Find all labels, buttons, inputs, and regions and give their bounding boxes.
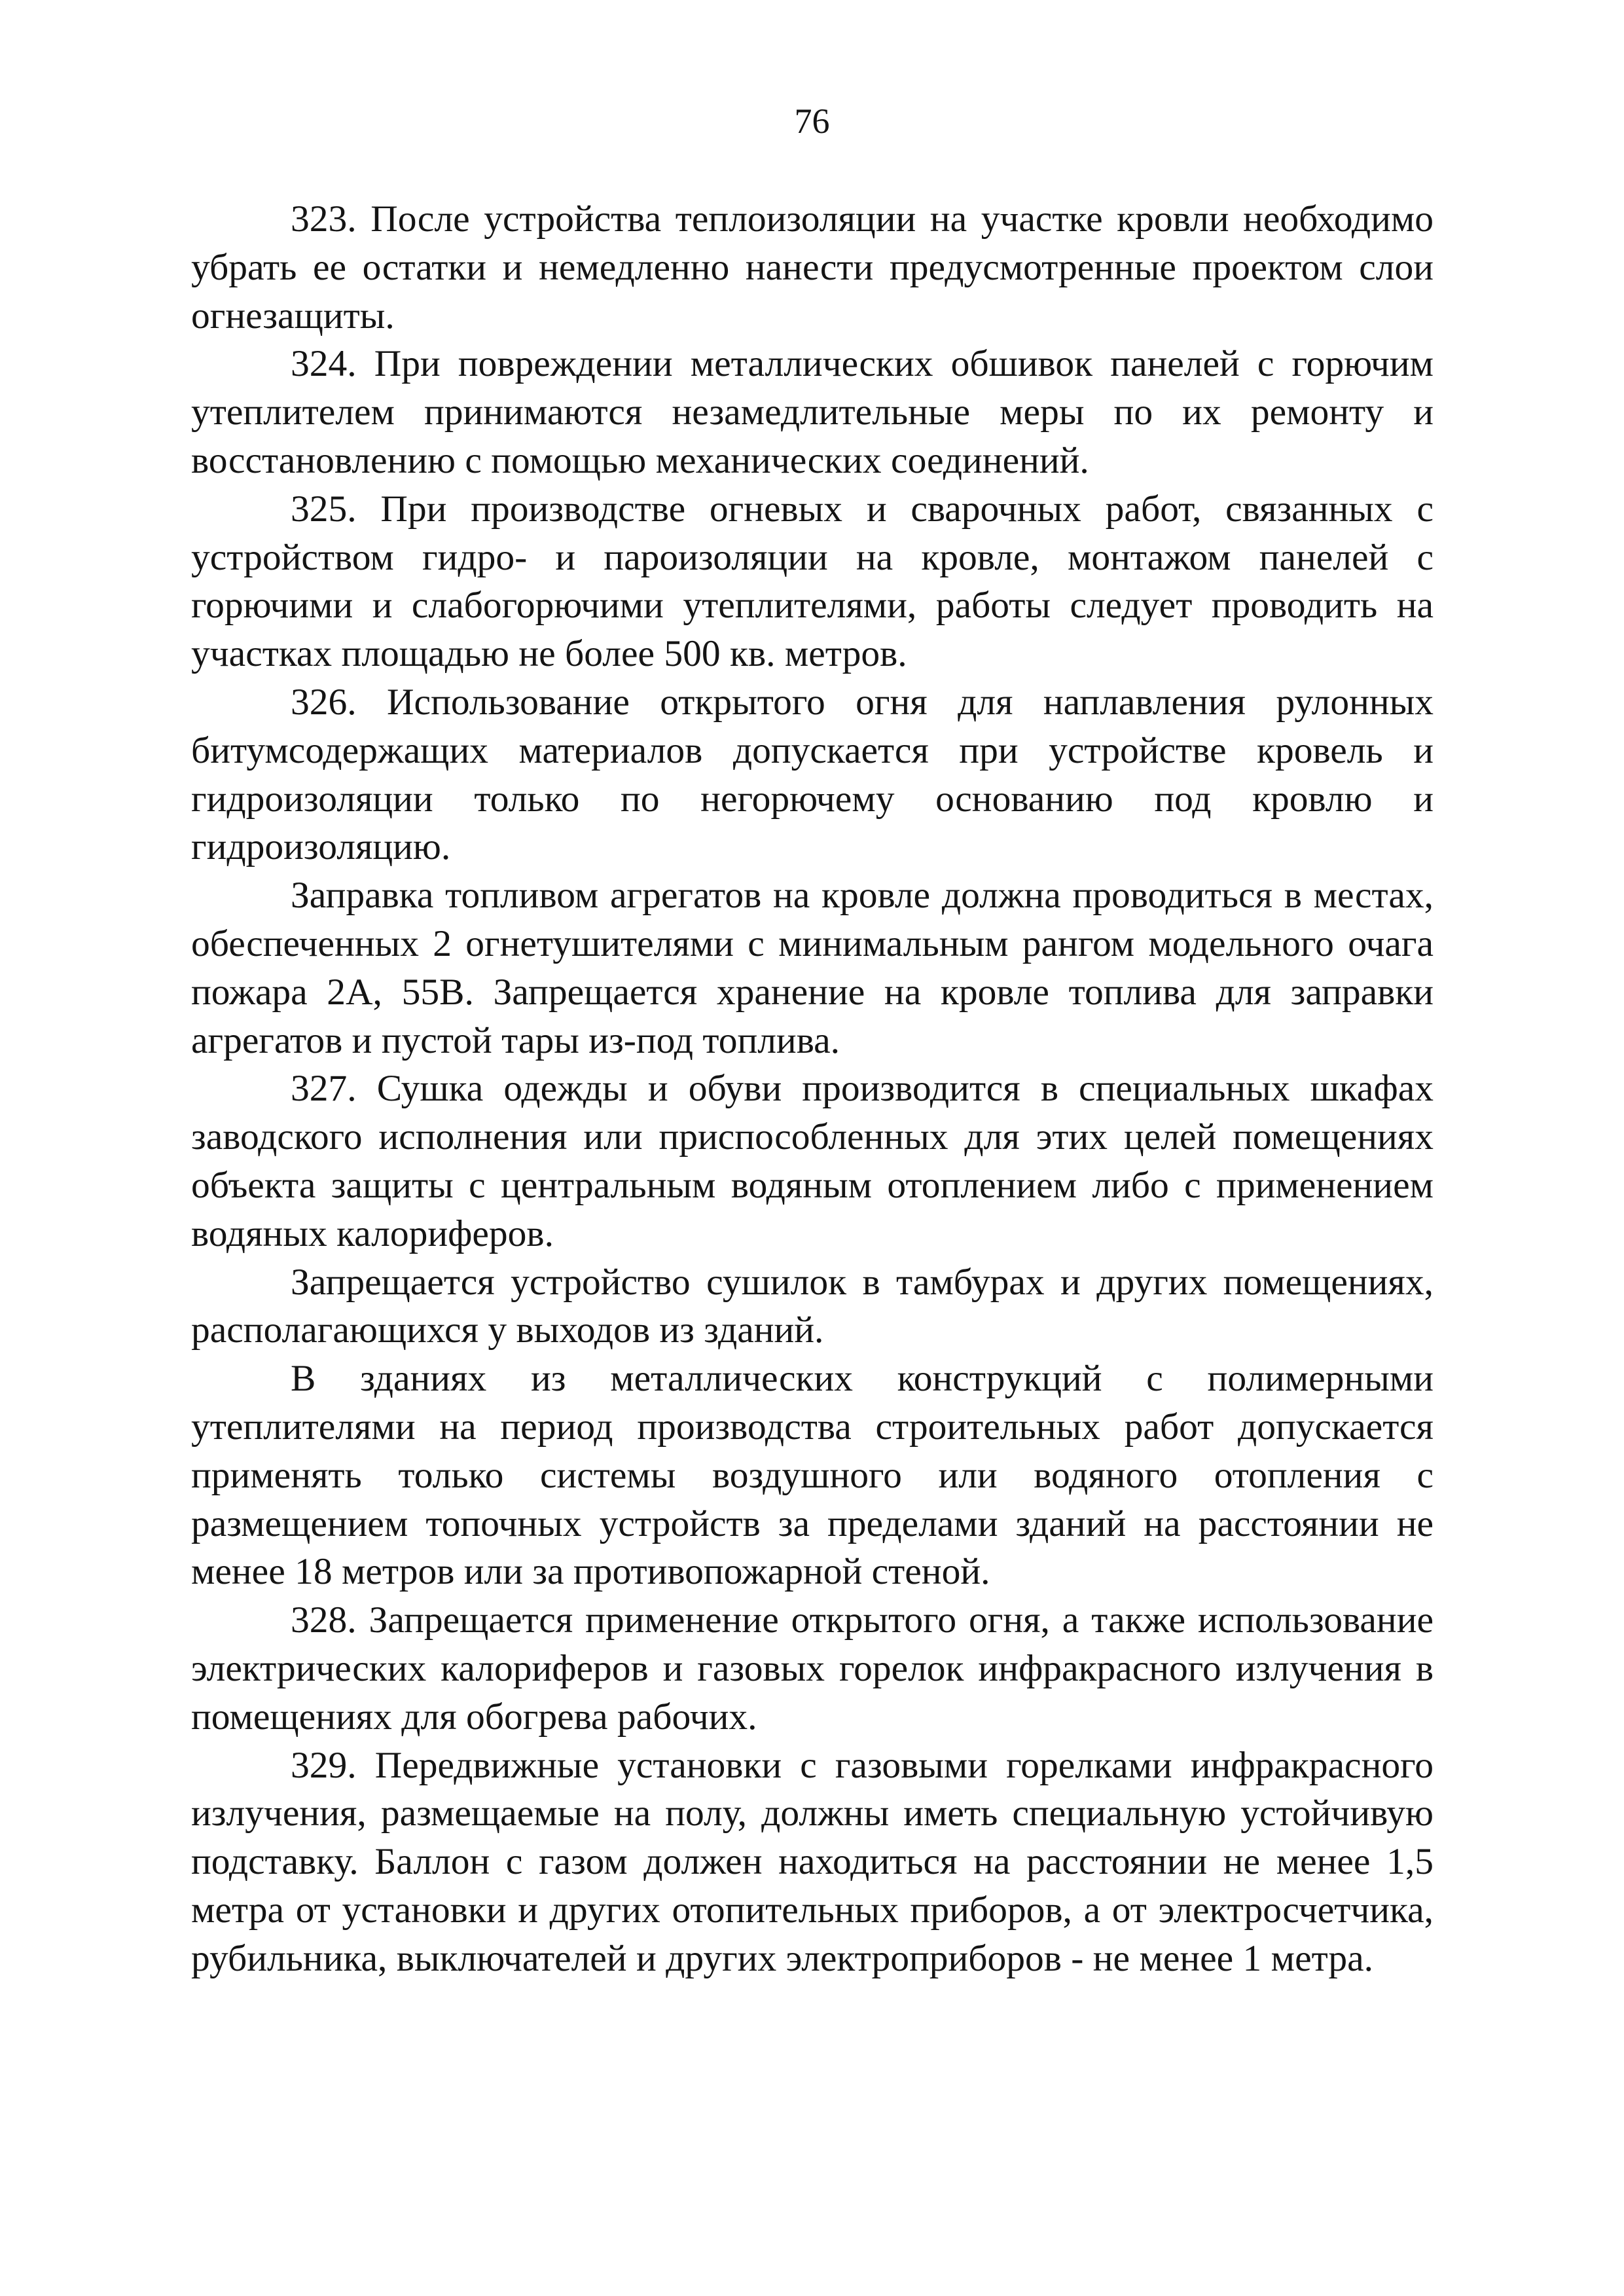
paragraph (191, 1355, 1434, 1596)
text-line: объекта защиты с центральным водяным отоплением либо с применением (191, 1164, 1434, 1206)
text-line: Запрещается устройство сушилок в тамбурах и других помещениях, (291, 1261, 1434, 1303)
page-number: 76 (794, 101, 830, 141)
text-line: модельного очага пожара 2А, 55В. Запрещается хранение на кровле (191, 922, 1434, 1013)
text-line: 1,5 метра от установки и других отопительных приборов, (191, 1841, 1434, 1931)
text-line: в местах, обеспеченных 2 огнетушителями с минимальным рангом (191, 875, 1434, 964)
text-line: водяных калориферов. (191, 1212, 554, 1254)
text-line: 329. Передвижные установки с газовыми горелками инфракрасного (291, 1744, 1434, 1786)
text-line: с горючими и слабогорючими утеплителями, работы следует проводить на (191, 536, 1434, 627)
paragraph (191, 485, 1434, 678)
text-line: не менее 18 метров или за противопожарной стеной. (191, 1503, 1434, 1593)
text-line: восстановлению с помощью механических соединений. (191, 439, 1089, 481)
text-line: В зданиях из металлических конструкций с полимерными (291, 1358, 1434, 1400)
body-text (191, 195, 1434, 1982)
paragraph (191, 871, 1434, 1065)
paragraph (191, 678, 1434, 871)
paragraph (191, 1741, 1434, 1983)
text-line: а от электросчетчика, рубильника, выключателей и других (191, 1889, 1434, 1979)
text-line: и гидроизоляции только по негорючему основанию под кровлю (191, 729, 1434, 820)
paragraph (191, 340, 1434, 484)
text-line: Заправка топливом агрегатов на кровле должна проводиться (291, 875, 1272, 917)
paragraph (191, 195, 1434, 340)
text-line: 324. При повреждении металлических обшивок панелей с горючим (291, 343, 1434, 385)
text-line: утеплителем принимаются незамедлительные меры по их ремонту и (191, 392, 1434, 433)
text-line: применять только системы воздушного или водяного отопления (191, 1454, 1380, 1496)
text-line: с размещением топочных устройств за пределами зданий на расстоянии (191, 1454, 1434, 1544)
text-line: утеплителями на период производства строительных работ допускается (191, 1406, 1434, 1448)
paragraph (191, 1258, 1434, 1355)
text-line: электроприборов - не менее 1 метра. (785, 1937, 1374, 1979)
paragraph (191, 1065, 1434, 1258)
text-line: 325. При производстве огневых и сварочных работ, связанных (291, 488, 1393, 530)
text-line: излучения, размещаемые на полу, должны иметь специальную устойчивую (191, 1793, 1434, 1834)
text-line: участках площадью не более 500 кв. метров. (191, 633, 907, 675)
text-line: с устройством гидро- и пароизоляции на кровле, монтажом панелей (191, 488, 1434, 578)
text-line: использование электрических калориферов и газовых горелок (191, 1599, 1434, 1689)
text-line: 326. Использование открытого огня для наплавления рулонных (291, 681, 1434, 723)
text-line: заводского исполнения или приспособленных для этих целей помещениях (191, 1116, 1434, 1158)
text-line: 327. Сушка одежды и обуви производится в специальных шкафах (291, 1068, 1434, 1110)
text-line: 323. После устройства теплоизоляции на участке кровли необходимо (291, 198, 1434, 240)
text-line: огнезащиты. (191, 295, 395, 337)
text-line: топлива для заправки агрегатов и пустой тары из-под топлива. (191, 971, 1434, 1061)
text-line: и гидроизоляцию. (191, 778, 1434, 868)
text-line: подставку. Баллон с газом должен находиться на расстоянии не менее (191, 1841, 1371, 1883)
text-line: располагающихся у выходов из зданий. (191, 1309, 824, 1351)
text-line: инфракрасного излучения в помещениях для обогрева рабочих. (191, 1647, 1434, 1738)
text-line: битумсодержащих материалов допускается при устройстве кровель (191, 729, 1383, 771)
paragraph (191, 1596, 1434, 1741)
text-line: убрать ее остатки и немедленно нанести предусмотренные проектом слои (191, 246, 1434, 288)
text-line: 328. Запрещается применение открытого огня, а также (291, 1599, 1186, 1641)
